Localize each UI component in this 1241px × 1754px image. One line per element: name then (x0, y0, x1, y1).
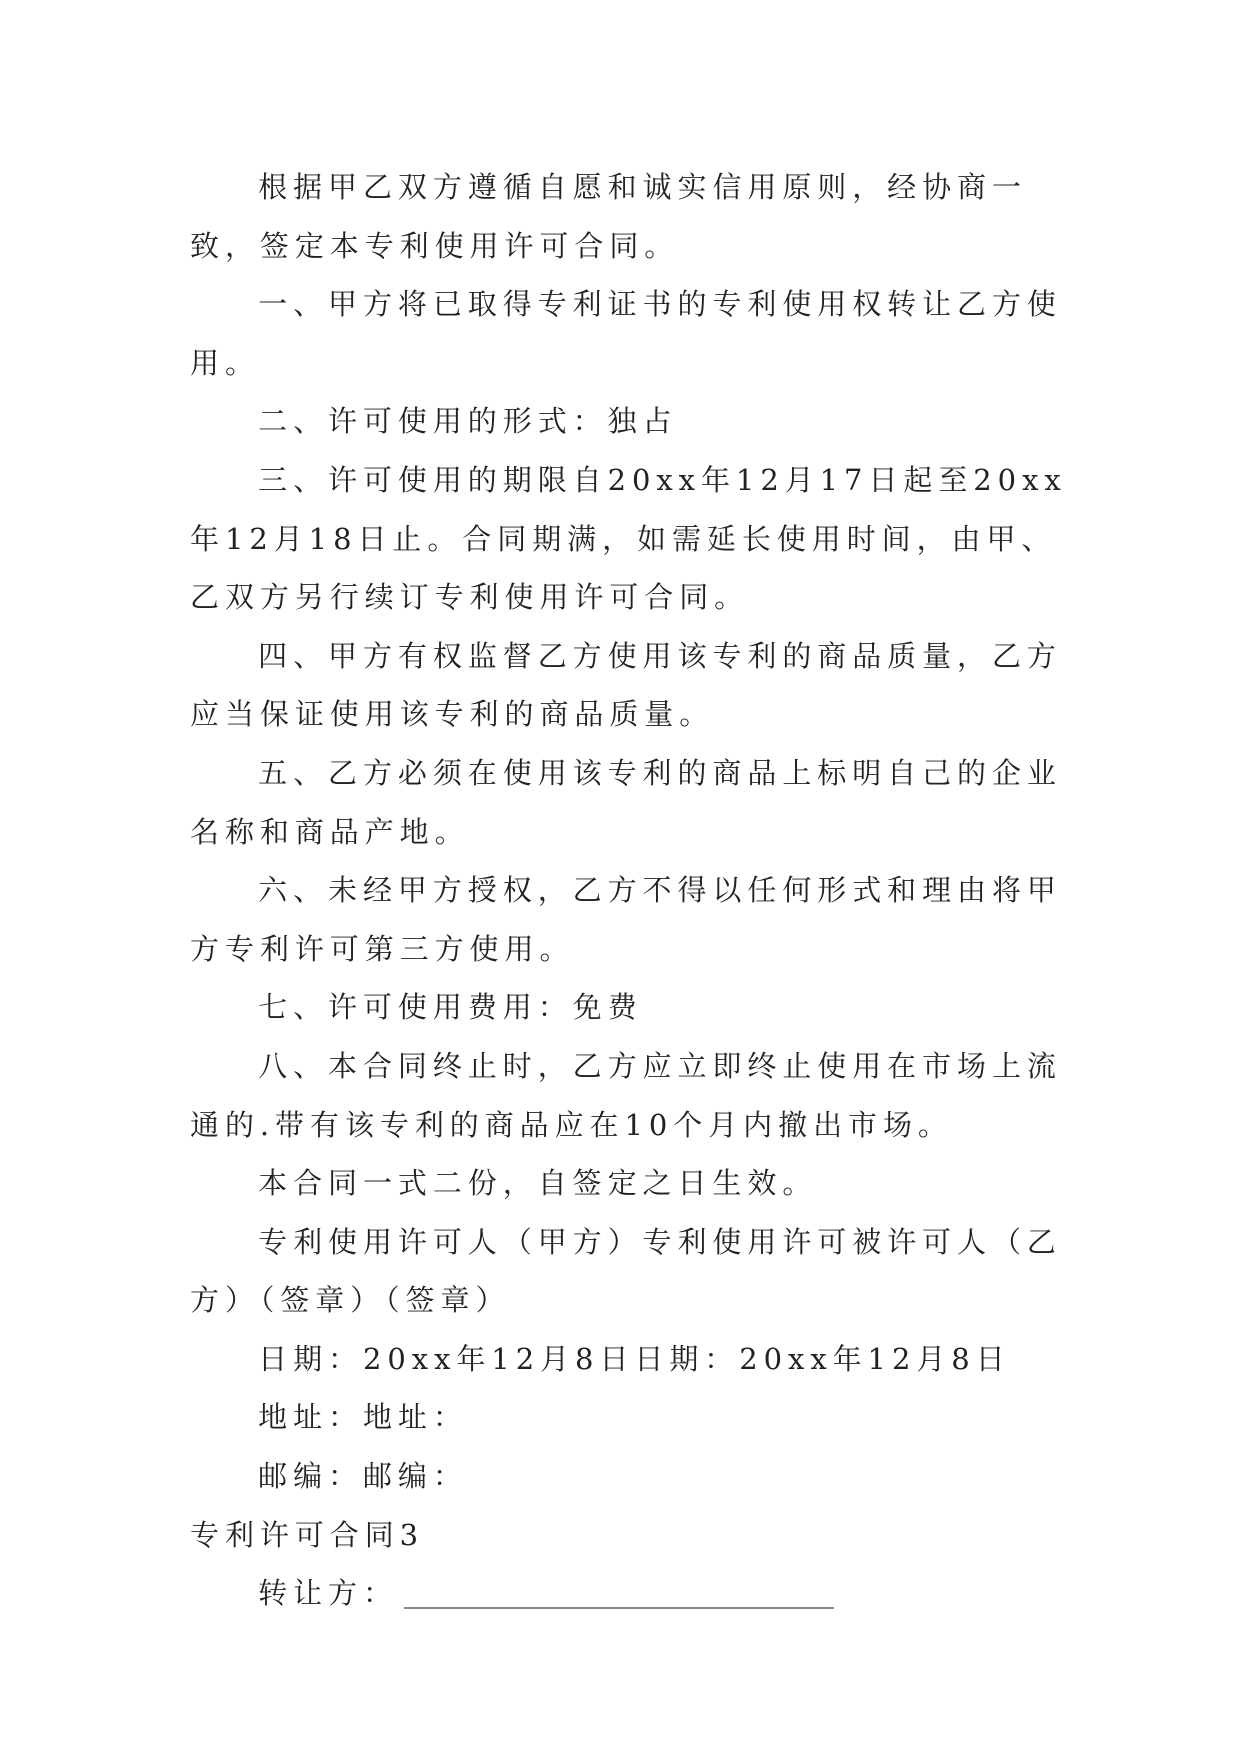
next-contract-title: 专利许可合同3 (190, 1517, 425, 1552)
address-line: 地址：地址： (258, 1400, 468, 1435)
transferor-signature-line (404, 1606, 834, 1609)
document-body (190, 158, 1090, 1623)
clause-5: 五、乙方必须在使用该专利的商品上标明自己的企业名称和商品产地。 (190, 755, 1062, 849)
postcode-line: 邮编：邮编： (258, 1459, 468, 1494)
transferor-line (190, 1564, 1090, 1623)
clause-1: 一、甲方将已取得专利证书的专利使用权转让乙方使用。 (190, 287, 1062, 380)
clause-3: 三、许可使用的期限自20xx年12月17日起至20xx年12月18日止。合同期满，如需延长使用时间，由甲、乙双方另行续订专利使用许可合同。 (190, 462, 1067, 615)
clause-8: 八、本合同终止时，乙方应立即终止使用在市场上流通的.带有该专利的商品应在10个月内撤出市场。 (190, 1048, 1062, 1142)
clause-2: 二、许可使用的形式：独占 (258, 404, 678, 439)
clause-4: 四、甲方有权监督乙方使用该专利的商品质量，乙方应当保证使用该专利的商品质量。 (190, 638, 1062, 732)
effective-clause: 本合同一式二份，自签定之日生效。 (258, 1166, 818, 1201)
transferor-label: 转让方： (258, 1576, 398, 1611)
signatories-line: 专利使用许可人（甲方）专利使用许可被许可人（乙方）（签章）（签章） (190, 1224, 1062, 1318)
clause-7: 七、许可使用费用：免费 (258, 990, 643, 1025)
paragraph-intro: 根据甲乙双方遵循自愿和诚实信用原则，经协商一致，签定本专利使用许可合同。 (190, 170, 1027, 263)
clause-6: 六、未经甲方授权，乙方不得以任何形式和理由将甲方专利许可第三方使用。 (190, 873, 1062, 966)
dates-line: 日期：20xx年12月8日日期：20xx年12月8日 (258, 1341, 1011, 1376)
